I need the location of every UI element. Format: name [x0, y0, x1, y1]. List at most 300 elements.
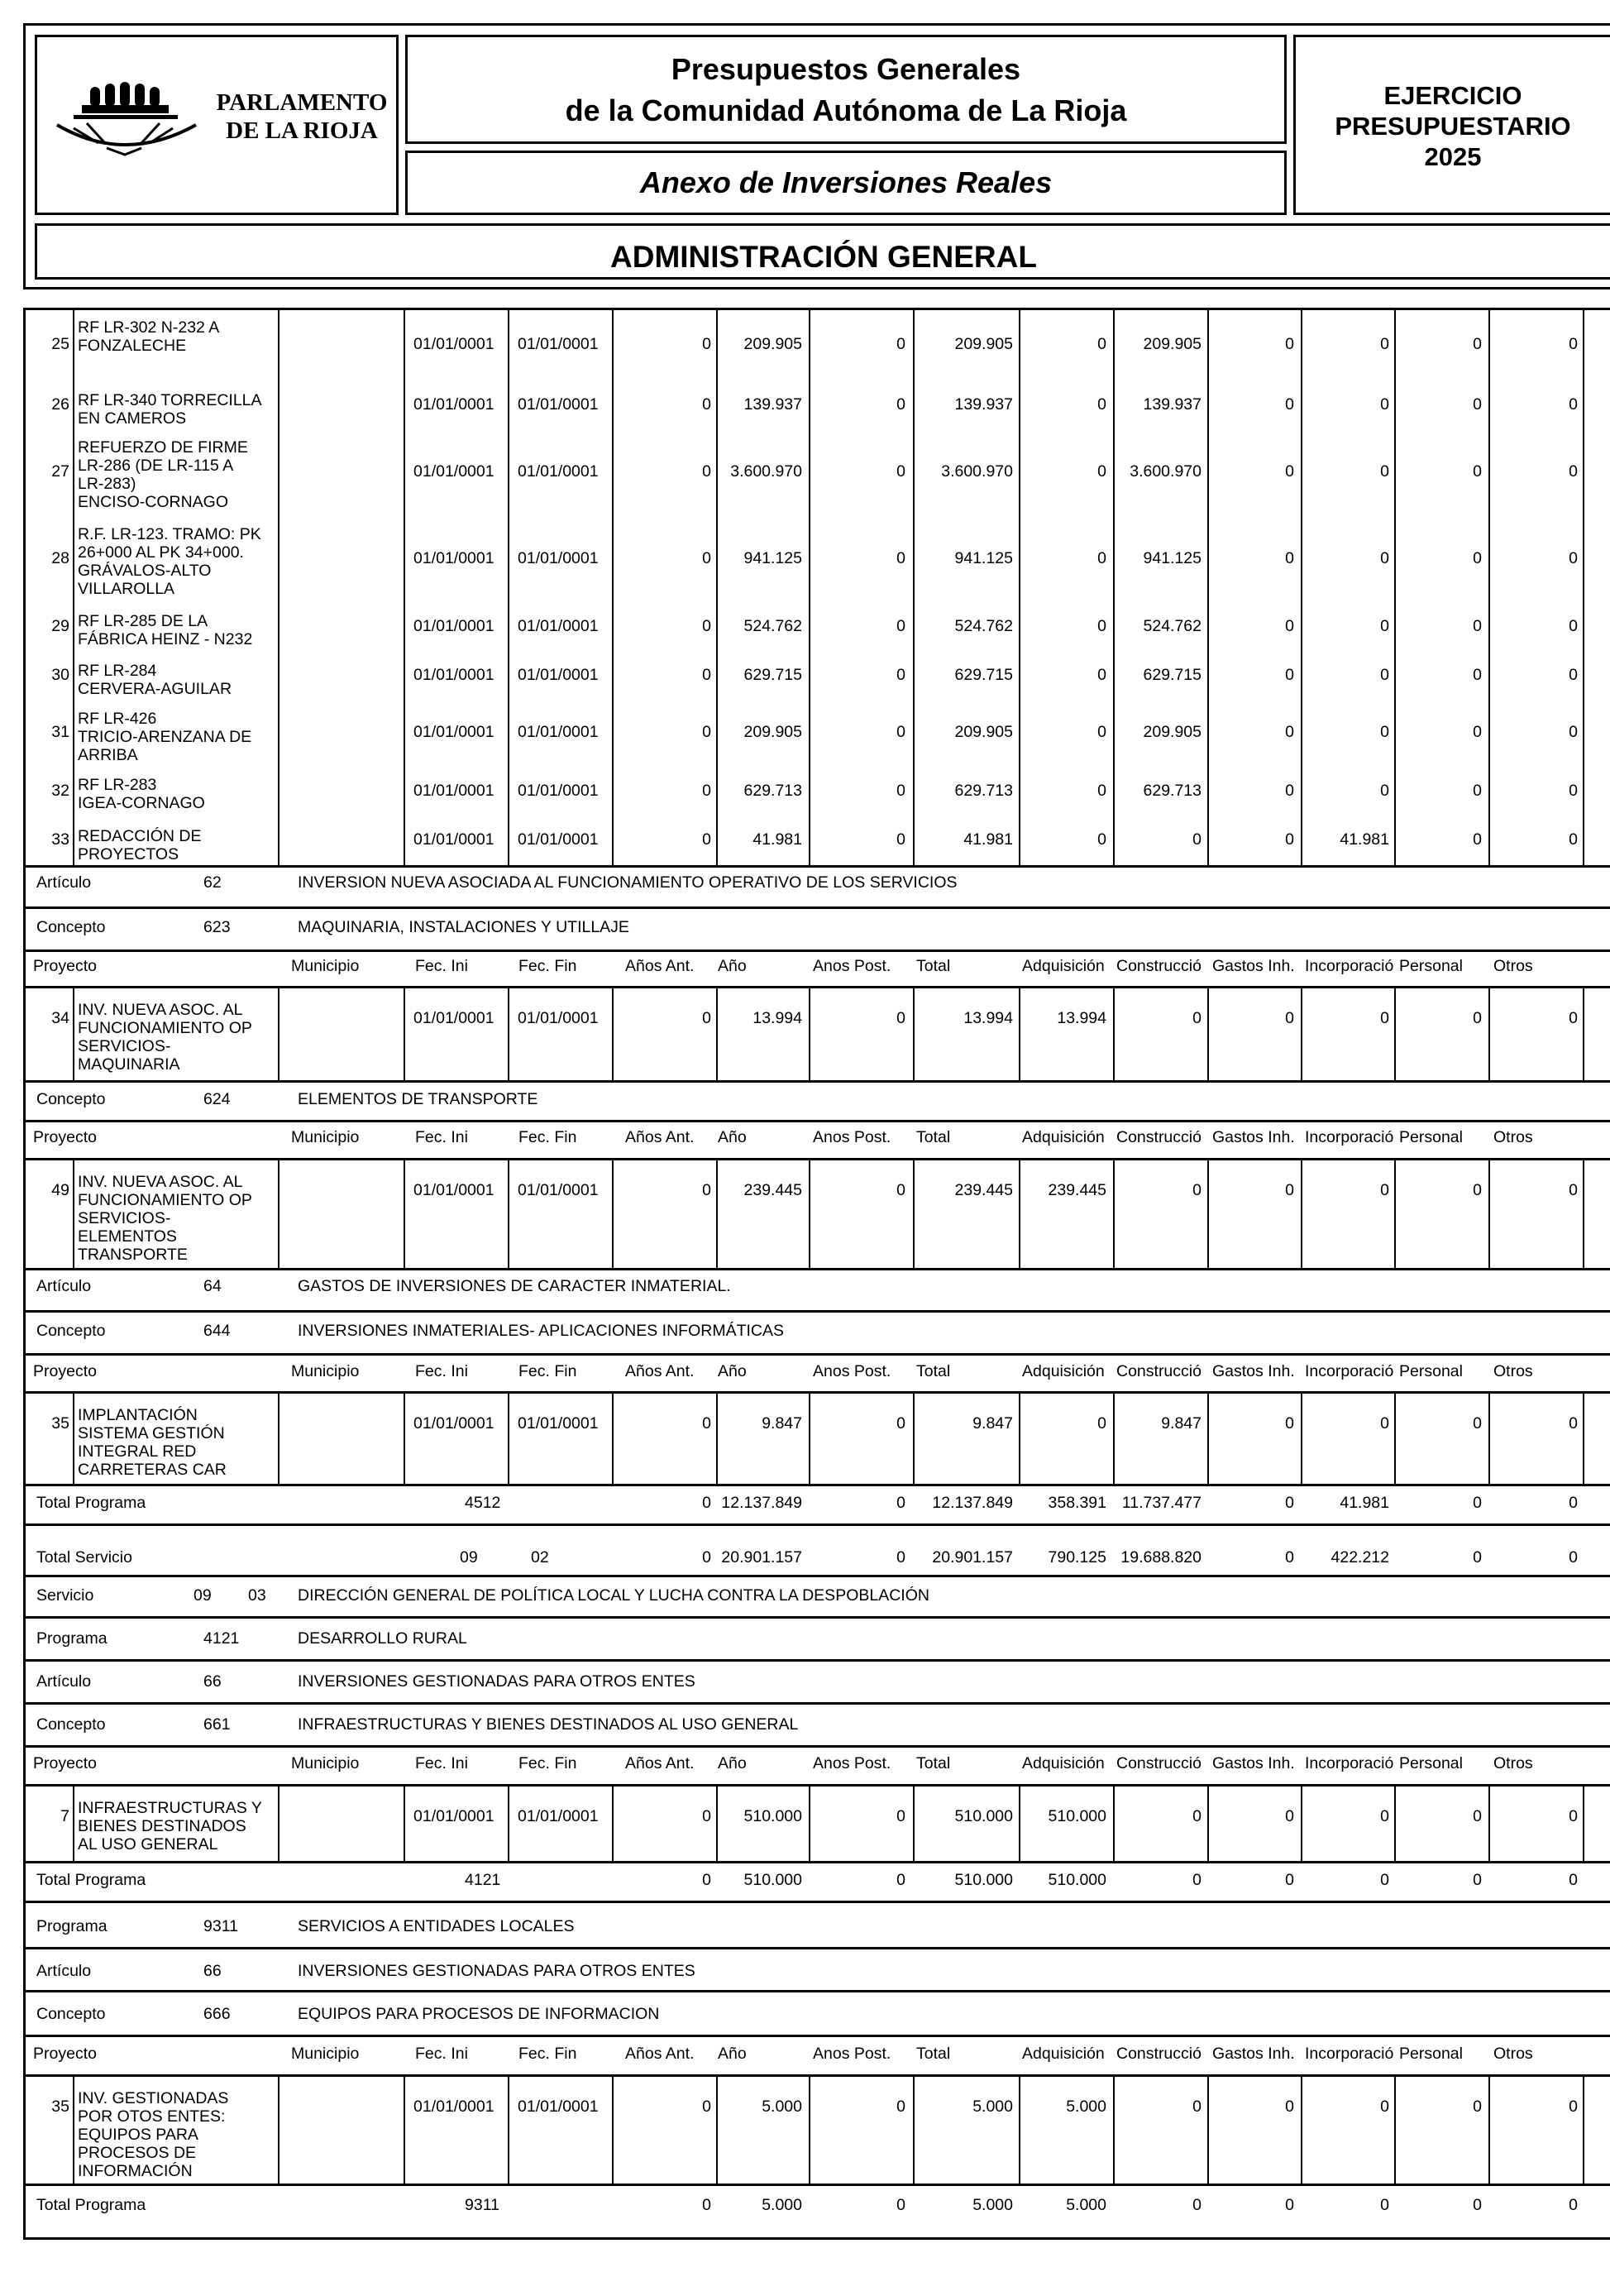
start-date: 01/01/0001: [413, 617, 494, 635]
value-cell: 209.905: [954, 335, 1013, 353]
value-cell: 0: [896, 830, 905, 849]
value-cell: 0: [1285, 1414, 1294, 1433]
value-cell: 209.905: [954, 723, 1013, 741]
row-divider: [23, 1616, 1610, 1619]
concepto-644-label: Concepto: [36, 1322, 106, 1340]
project-number: 34: [51, 1009, 69, 1027]
start-date: 01/01/0001: [413, 2097, 494, 2116]
column-header: Proyecto: [33, 1754, 97, 1772]
title-line1: Presupuestos Generales: [671, 52, 1021, 86]
value-cell: 20.901.157: [932, 1548, 1013, 1567]
column-header: Total: [916, 2045, 951, 2063]
column-header: Gastos Inh.: [1212, 957, 1295, 975]
row-divider: [23, 1702, 1610, 1705]
concepto-666-text: EQUIPOS PARA PROCESOS DE INFORMACION: [298, 2005, 660, 2023]
value-cell: 19.688.820: [1120, 1548, 1202, 1567]
column-divider: [404, 1784, 405, 1861]
value-cell: 0: [896, 617, 905, 635]
project-description: RF LR-284 CERVERA-AGUILAR: [78, 662, 232, 698]
project-number: 35: [51, 1414, 69, 1433]
column-header: Municipio: [291, 1128, 360, 1146]
column-header: Personal: [1399, 2045, 1463, 2063]
column-header: Proyecto: [33, 1362, 97, 1380]
articulo-66b-text: INVERSIONES GESTIONADAS PARA OTROS ENTES: [298, 1962, 695, 1980]
column-header: Adquisición: [1022, 2045, 1105, 2063]
value-cell: 0: [1569, 549, 1578, 567]
column-header: Proyecto: [33, 957, 97, 975]
value-cell: 0: [1192, 2196, 1202, 2214]
value-cell: 12.137.849: [721, 1494, 802, 1512]
column-divider: [73, 1784, 74, 1861]
value-cell: 0: [1380, 617, 1389, 635]
column-header: Construcció: [1116, 2045, 1202, 2063]
column-divider: [73, 1391, 74, 1484]
column-divider: [716, 986, 718, 1080]
value-cell: 0: [1380, 723, 1389, 741]
articulo-66-label: Artículo: [36, 1672, 92, 1691]
column-divider: [1301, 2074, 1302, 2184]
column-header: Personal: [1399, 1754, 1463, 1772]
value-cell: 0: [1097, 335, 1106, 353]
ejercicio-line3: 2025: [1424, 142, 1482, 171]
value-cell: 0: [1097, 617, 1106, 635]
concepto-661-text: INFRAESTRUCTURAS Y BIENES DESTINADOS AL USO GENERAL: [298, 1715, 799, 1734]
value-cell: 5.000: [972, 2196, 1013, 2214]
start-date: 01/01/0001: [413, 1009, 494, 1027]
parliament-logo-icon: [49, 74, 214, 173]
value-cell: 0: [896, 2097, 905, 2116]
value-cell: 0: [1285, 666, 1294, 684]
value-cell: 941.125: [743, 549, 802, 567]
value-cell: 0: [702, 723, 711, 741]
value-cell: 0: [702, 1009, 711, 1027]
value-cell: 422.212: [1331, 1548, 1389, 1567]
value-cell: 9.847: [972, 1414, 1013, 1433]
column-header: Adquisición: [1022, 1754, 1105, 1772]
project-description: RF LR-302 N-232 A FONZALECHE: [78, 318, 220, 355]
value-cell: 0: [1569, 830, 1578, 849]
project-number: 32: [51, 782, 69, 800]
articulo-64-code: 64: [203, 1277, 222, 1295]
value-cell: 629.713: [954, 782, 1013, 800]
value-cell: 0: [1285, 549, 1294, 567]
value-cell: 41.981: [963, 830, 1013, 849]
value-cell: 0: [1285, 1181, 1294, 1199]
row-divider: [23, 1745, 1610, 1748]
column-divider: [1583, 2074, 1584, 2184]
value-cell: 0: [1569, 462, 1578, 481]
value-cell: 0: [1380, 1414, 1389, 1433]
value-cell: 0: [1473, 1181, 1482, 1199]
value-cell: 0: [1569, 1181, 1578, 1199]
ejercicio-box: [1293, 35, 1610, 215]
value-cell: 0: [1569, 666, 1578, 684]
column-header: Año: [718, 2045, 747, 2063]
ejercicio-line1: EJERCICIO: [1383, 81, 1522, 110]
value-cell: 41.981: [752, 830, 802, 849]
row-divider: [23, 1784, 1610, 1787]
start-date: 01/01/0001: [413, 1807, 494, 1825]
value-cell: 0: [896, 1807, 905, 1825]
value-cell: 139.937: [743, 395, 802, 414]
value-cell: 510.000: [743, 1807, 802, 1825]
row-divider: [23, 2035, 1610, 2037]
column-header: Otros: [1493, 1754, 1533, 1772]
column-divider: [1394, 1158, 1396, 1268]
project-description: INV. NUEVA ASOC. AL FUNCIONAMIENTO OP SERVICIOS- ELEMENTOS TRANSPORTE: [78, 1173, 252, 1264]
column-divider: [1207, 1158, 1209, 1268]
column-divider: [1113, 1158, 1115, 1268]
section-box: [35, 223, 1610, 280]
value-cell: 12.137.849: [932, 1494, 1013, 1512]
column-header: Fec. Fin: [518, 1754, 577, 1772]
column-divider: [1301, 1391, 1302, 1484]
column-header: Fec. Fin: [518, 2045, 577, 2063]
start-date: 01/01/0001: [413, 830, 494, 849]
articulo-66-text: INVERSIONES GESTIONADAS PARA OTROS ENTES: [298, 1672, 695, 1691]
end-date: 01/01/0001: [518, 335, 599, 353]
articulo-62-code: 62: [203, 873, 222, 892]
value-cell: 510.000: [1048, 1807, 1106, 1825]
value-cell: 0: [1569, 1871, 1578, 1889]
value-cell: 0: [1569, 2097, 1578, 2116]
column-header: Fec. Fin: [518, 957, 577, 975]
value-cell: 0: [1380, 462, 1389, 481]
end-date: 01/01/0001: [518, 549, 599, 567]
value-cell: 0: [1569, 1414, 1578, 1433]
column-header: Adquisición: [1022, 1128, 1105, 1146]
concepto-624-label: Concepto: [36, 1090, 106, 1108]
value-cell: 510.000: [1048, 1871, 1106, 1889]
column-header: Proyecto: [33, 2045, 97, 2063]
column-divider: [508, 1784, 509, 1861]
value-cell: 0: [1285, 723, 1294, 741]
project-number: 30: [51, 666, 69, 684]
start-date: 01/01/0001: [413, 549, 494, 567]
value-cell: 0: [1569, 395, 1578, 414]
value-cell: 209.905: [743, 335, 802, 353]
articulo-62-text: INVERSION NUEVA ASOCIADA AL FUNCIONAMIENTO OPERATIVO DE LOS SERVICIOS: [298, 873, 958, 892]
project-number: 26: [51, 395, 69, 414]
column-header: Incorporació: [1305, 957, 1394, 975]
end-date: 01/01/0001: [518, 395, 599, 414]
value-cell: 941.125: [1143, 549, 1202, 567]
programa-9311-code: 9311: [203, 1917, 238, 1935]
column-divider: [1019, 2074, 1020, 2184]
column-divider: [404, 1158, 405, 1268]
column-header: Total: [916, 957, 951, 975]
column-divider: [1113, 2074, 1115, 2184]
project-description: R.F. LR-123. TRAMO: PK 26+000 AL PK 34+000. GRÁVALOS-ALTO VILLAROLLA: [78, 525, 261, 598]
column-header: Gastos Inh.: [1212, 2045, 1295, 2063]
row-divider: [23, 1947, 1610, 1949]
concepto-623-code: 623: [203, 918, 231, 936]
start-date: 01/01/0001: [413, 782, 494, 800]
end-date: 01/01/0001: [518, 1181, 599, 1199]
column-header: Anos Post.: [813, 1128, 891, 1146]
end-date: 01/01/0001: [518, 782, 599, 800]
start-date: 01/01/0001: [413, 1181, 494, 1199]
value-cell: 0: [1192, 1009, 1202, 1027]
value-cell: 139.937: [954, 395, 1013, 414]
value-cell: 209.905: [1143, 723, 1202, 741]
project-number: 33: [51, 830, 69, 849]
value-cell: 13.994: [963, 1009, 1013, 1027]
subtitle: Anexo de Inversiones Reales: [639, 165, 1053, 199]
value-cell: 0: [896, 395, 905, 414]
value-cell: 0: [1473, 1494, 1482, 1512]
value-cell: 209.905: [1143, 335, 1202, 353]
end-date: 01/01/0001: [518, 1414, 599, 1433]
start-date: 01/01/0001: [413, 462, 494, 481]
project-description: RF LR-283 IGEA-CORNAGO: [78, 776, 205, 812]
articulo-66-code: 66: [203, 1672, 222, 1691]
value-cell: 0: [702, 1548, 711, 1567]
value-cell: 0: [1569, 1548, 1578, 1567]
value-cell: 0: [1473, 1548, 1482, 1567]
value-cell: 20.901.157: [721, 1548, 802, 1567]
value-cell: 0: [896, 335, 905, 353]
row-divider: [23, 1575, 1610, 1577]
value-cell: 0: [1380, 335, 1389, 353]
value-cell: 3.600.970: [730, 462, 802, 481]
column-divider: [913, 986, 915, 1080]
row-divider: [23, 906, 1610, 909]
value-cell: 524.762: [743, 617, 802, 635]
value-cell: 0: [1285, 1871, 1294, 1889]
row-divider: [23, 1080, 1610, 1083]
value-cell: 0: [1285, 617, 1294, 635]
column-divider: [1488, 1391, 1490, 1484]
value-cell: 0: [1285, 1494, 1294, 1512]
value-cell: 5.000: [762, 2097, 802, 2116]
value-cell: 0: [1380, 666, 1389, 684]
value-cell: 9.847: [762, 1414, 802, 1433]
value-cell: 0: [702, 830, 711, 849]
column-header: Año: [718, 957, 747, 975]
column-divider: [1583, 310, 1584, 865]
column-divider: [1394, 1391, 1396, 1484]
row-divider: [23, 1391, 1610, 1394]
value-cell: 0: [896, 462, 905, 481]
column-header: Otros: [1493, 1128, 1533, 1146]
value-cell: 0: [1569, 2196, 1578, 2214]
value-cell: 0: [1097, 723, 1106, 741]
column-header: Personal: [1399, 1362, 1463, 1380]
value-cell: 41.981: [1340, 830, 1389, 849]
value-cell: 0: [1473, 1009, 1482, 1027]
value-cell: 0: [1473, 617, 1482, 635]
value-cell: 0: [1473, 782, 1482, 800]
column-divider: [1019, 1391, 1020, 1484]
value-cell: 0: [896, 1548, 905, 1567]
column-divider: [913, 2074, 915, 2184]
column-header: Total: [916, 1362, 951, 1380]
column-header: Otros: [1493, 957, 1533, 975]
column-divider: [278, 1391, 279, 1484]
project-number: 7: [60, 1807, 69, 1825]
concepto-644-code: 644: [203, 1322, 231, 1340]
value-cell: 0: [1569, 1807, 1578, 1825]
value-cell: 0: [1097, 1414, 1106, 1433]
total-servicio-code1: 09: [460, 1548, 478, 1567]
value-cell: 0: [1285, 395, 1294, 414]
row-divider: [23, 1120, 1610, 1122]
value-cell: 0: [702, 1494, 711, 1512]
value-cell: 0: [1192, 1807, 1202, 1825]
value-cell: 0: [896, 549, 905, 567]
value-cell: 0: [896, 666, 905, 684]
value-cell: 0: [1380, 1181, 1389, 1199]
column-divider: [73, 986, 74, 1080]
column-header: Anos Post.: [813, 957, 891, 975]
column-divider: [1019, 1158, 1020, 1268]
column-divider: [1019, 986, 1020, 1080]
column-header: Años Ant.: [625, 1754, 695, 1772]
value-cell: 0: [896, 1414, 905, 1433]
row-divider: [23, 1268, 1610, 1270]
column-divider: [1583, 1158, 1584, 1268]
project-number: 49: [51, 1181, 69, 1199]
value-cell: 0: [1473, 2097, 1482, 2116]
column-divider: [1207, 986, 1209, 1080]
value-cell: 0: [702, 666, 711, 684]
logo-box: [35, 35, 399, 215]
column-divider: [508, 1158, 509, 1268]
total-programa-4512-label: Total Programa: [36, 1494, 146, 1512]
column-header: Construcció: [1116, 957, 1202, 975]
value-cell: 0: [1285, 335, 1294, 353]
title-box: [405, 35, 1287, 144]
column-divider: [1394, 2074, 1396, 2184]
articulo-62-label: Artículo: [36, 873, 92, 892]
end-date: 01/01/0001: [518, 462, 599, 481]
start-date: 01/01/0001: [413, 1414, 494, 1433]
column-header: Año: [718, 1128, 747, 1146]
column-header: Fec. Ini: [415, 957, 468, 975]
end-date: 01/01/0001: [518, 830, 599, 849]
programa-4121-label: Programa: [36, 1629, 107, 1648]
value-cell: 0: [1569, 335, 1578, 353]
column-header: Incorporació: [1305, 2045, 1394, 2063]
value-cell: 239.445: [743, 1181, 802, 1199]
column-divider: [73, 2074, 74, 2184]
programa-4121-code: 4121: [203, 1629, 240, 1648]
column-divider: [612, 1391, 614, 1484]
value-cell: 0: [896, 1009, 905, 1027]
project-description: RF LR-426 TRICIO-ARENZANA DE ARRIBA: [78, 710, 252, 764]
column-header: Municipio: [291, 2045, 360, 2063]
column-divider: [508, 310, 509, 865]
value-cell: 13.994: [1057, 1009, 1106, 1027]
column-divider: [404, 986, 405, 1080]
end-date: 01/01/0001: [518, 1009, 599, 1027]
project-number: 29: [51, 617, 69, 635]
column-header: Adquisición: [1022, 957, 1105, 975]
column-divider: [612, 1158, 614, 1268]
articulo-64-text: GASTOS DE INVERSIONES DE CARACTER INMATERIAL.: [298, 1277, 731, 1295]
column-header: Anos Post.: [813, 1754, 891, 1772]
value-cell: 0: [1285, 1807, 1294, 1825]
column-header: Total: [916, 1754, 951, 1772]
value-cell: 0: [702, 395, 711, 414]
value-cell: 0: [1473, 830, 1482, 849]
value-cell: 0: [1473, 335, 1482, 353]
concepto-624-code: 624: [203, 1090, 231, 1108]
value-cell: 0: [1192, 830, 1202, 849]
project-number: 27: [51, 462, 69, 481]
servicio-label: Servicio: [36, 1586, 94, 1605]
project-number: 25: [51, 335, 69, 353]
value-cell: 0: [1473, 1871, 1482, 1889]
column-divider: [278, 2074, 279, 2184]
value-cell: 0: [1380, 1807, 1389, 1825]
column-header: Personal: [1399, 1128, 1463, 1146]
row-divider: [23, 1901, 1610, 1903]
value-cell: 0: [1380, 2196, 1389, 2214]
value-cell: 0: [1473, 549, 1482, 567]
value-cell: 9.847: [1161, 1414, 1202, 1433]
project-description: RF LR-340 TORRECILLA EN CAMEROS: [78, 391, 262, 428]
value-cell: 0: [702, 1871, 711, 1889]
value-cell: 0: [702, 462, 711, 481]
column-header: Otros: [1493, 1362, 1533, 1380]
end-date: 01/01/0001: [518, 723, 599, 741]
column-header: Incorporació: [1305, 1754, 1394, 1772]
concepto-623-label: Concepto: [36, 918, 106, 936]
column-header: Construcció: [1116, 1754, 1202, 1772]
value-cell: 629.715: [743, 666, 802, 684]
row-divider: [23, 1523, 1610, 1526]
column-header: Fec. Ini: [415, 2045, 468, 2063]
column-divider: [1207, 1391, 1209, 1484]
column-divider: [809, 1391, 810, 1484]
column-divider: [612, 2074, 614, 2184]
value-cell: 0: [1285, 2097, 1294, 2116]
logo-line2: DE LA RIOJA: [226, 117, 378, 144]
column-divider: [809, 2074, 810, 2184]
column-divider: [508, 2074, 509, 2184]
value-cell: 11.737.477: [1121, 1494, 1202, 1512]
value-cell: 0: [1097, 782, 1106, 800]
value-cell: 0: [1097, 830, 1106, 849]
column-divider: [1488, 2074, 1490, 2184]
concepto-623-text: MAQUINARIA, INSTALACIONES Y UTILLAJE: [298, 918, 629, 936]
articulo-66b-label: Artículo: [36, 1962, 92, 1980]
row-divider: [23, 1310, 1610, 1313]
value-cell: 0: [1569, 782, 1578, 800]
column-divider: [508, 1391, 509, 1484]
value-cell: 510.000: [743, 1871, 802, 1889]
project-description: RF LR-285 DE LA FÁBRICA HEINZ - N232: [78, 612, 253, 648]
value-cell: 0: [1473, 395, 1482, 414]
column-divider: [1113, 1391, 1115, 1484]
value-cell: 629.715: [1143, 666, 1202, 684]
row-divider: [23, 949, 1610, 952]
column-header: Años Ant.: [625, 1128, 695, 1146]
project-number: 31: [51, 723, 69, 741]
column-header: Otros: [1493, 2045, 1533, 2063]
value-cell: 0: [1569, 1009, 1578, 1027]
value-cell: 0: [1285, 1548, 1294, 1567]
end-date: 01/01/0001: [518, 666, 599, 684]
column-divider: [1113, 986, 1115, 1080]
column-header: Adquisición: [1022, 1362, 1105, 1380]
value-cell: 0: [896, 1871, 905, 1889]
value-cell: 0: [1380, 782, 1389, 800]
column-divider: [404, 1391, 405, 1484]
value-cell: 0: [1097, 666, 1106, 684]
